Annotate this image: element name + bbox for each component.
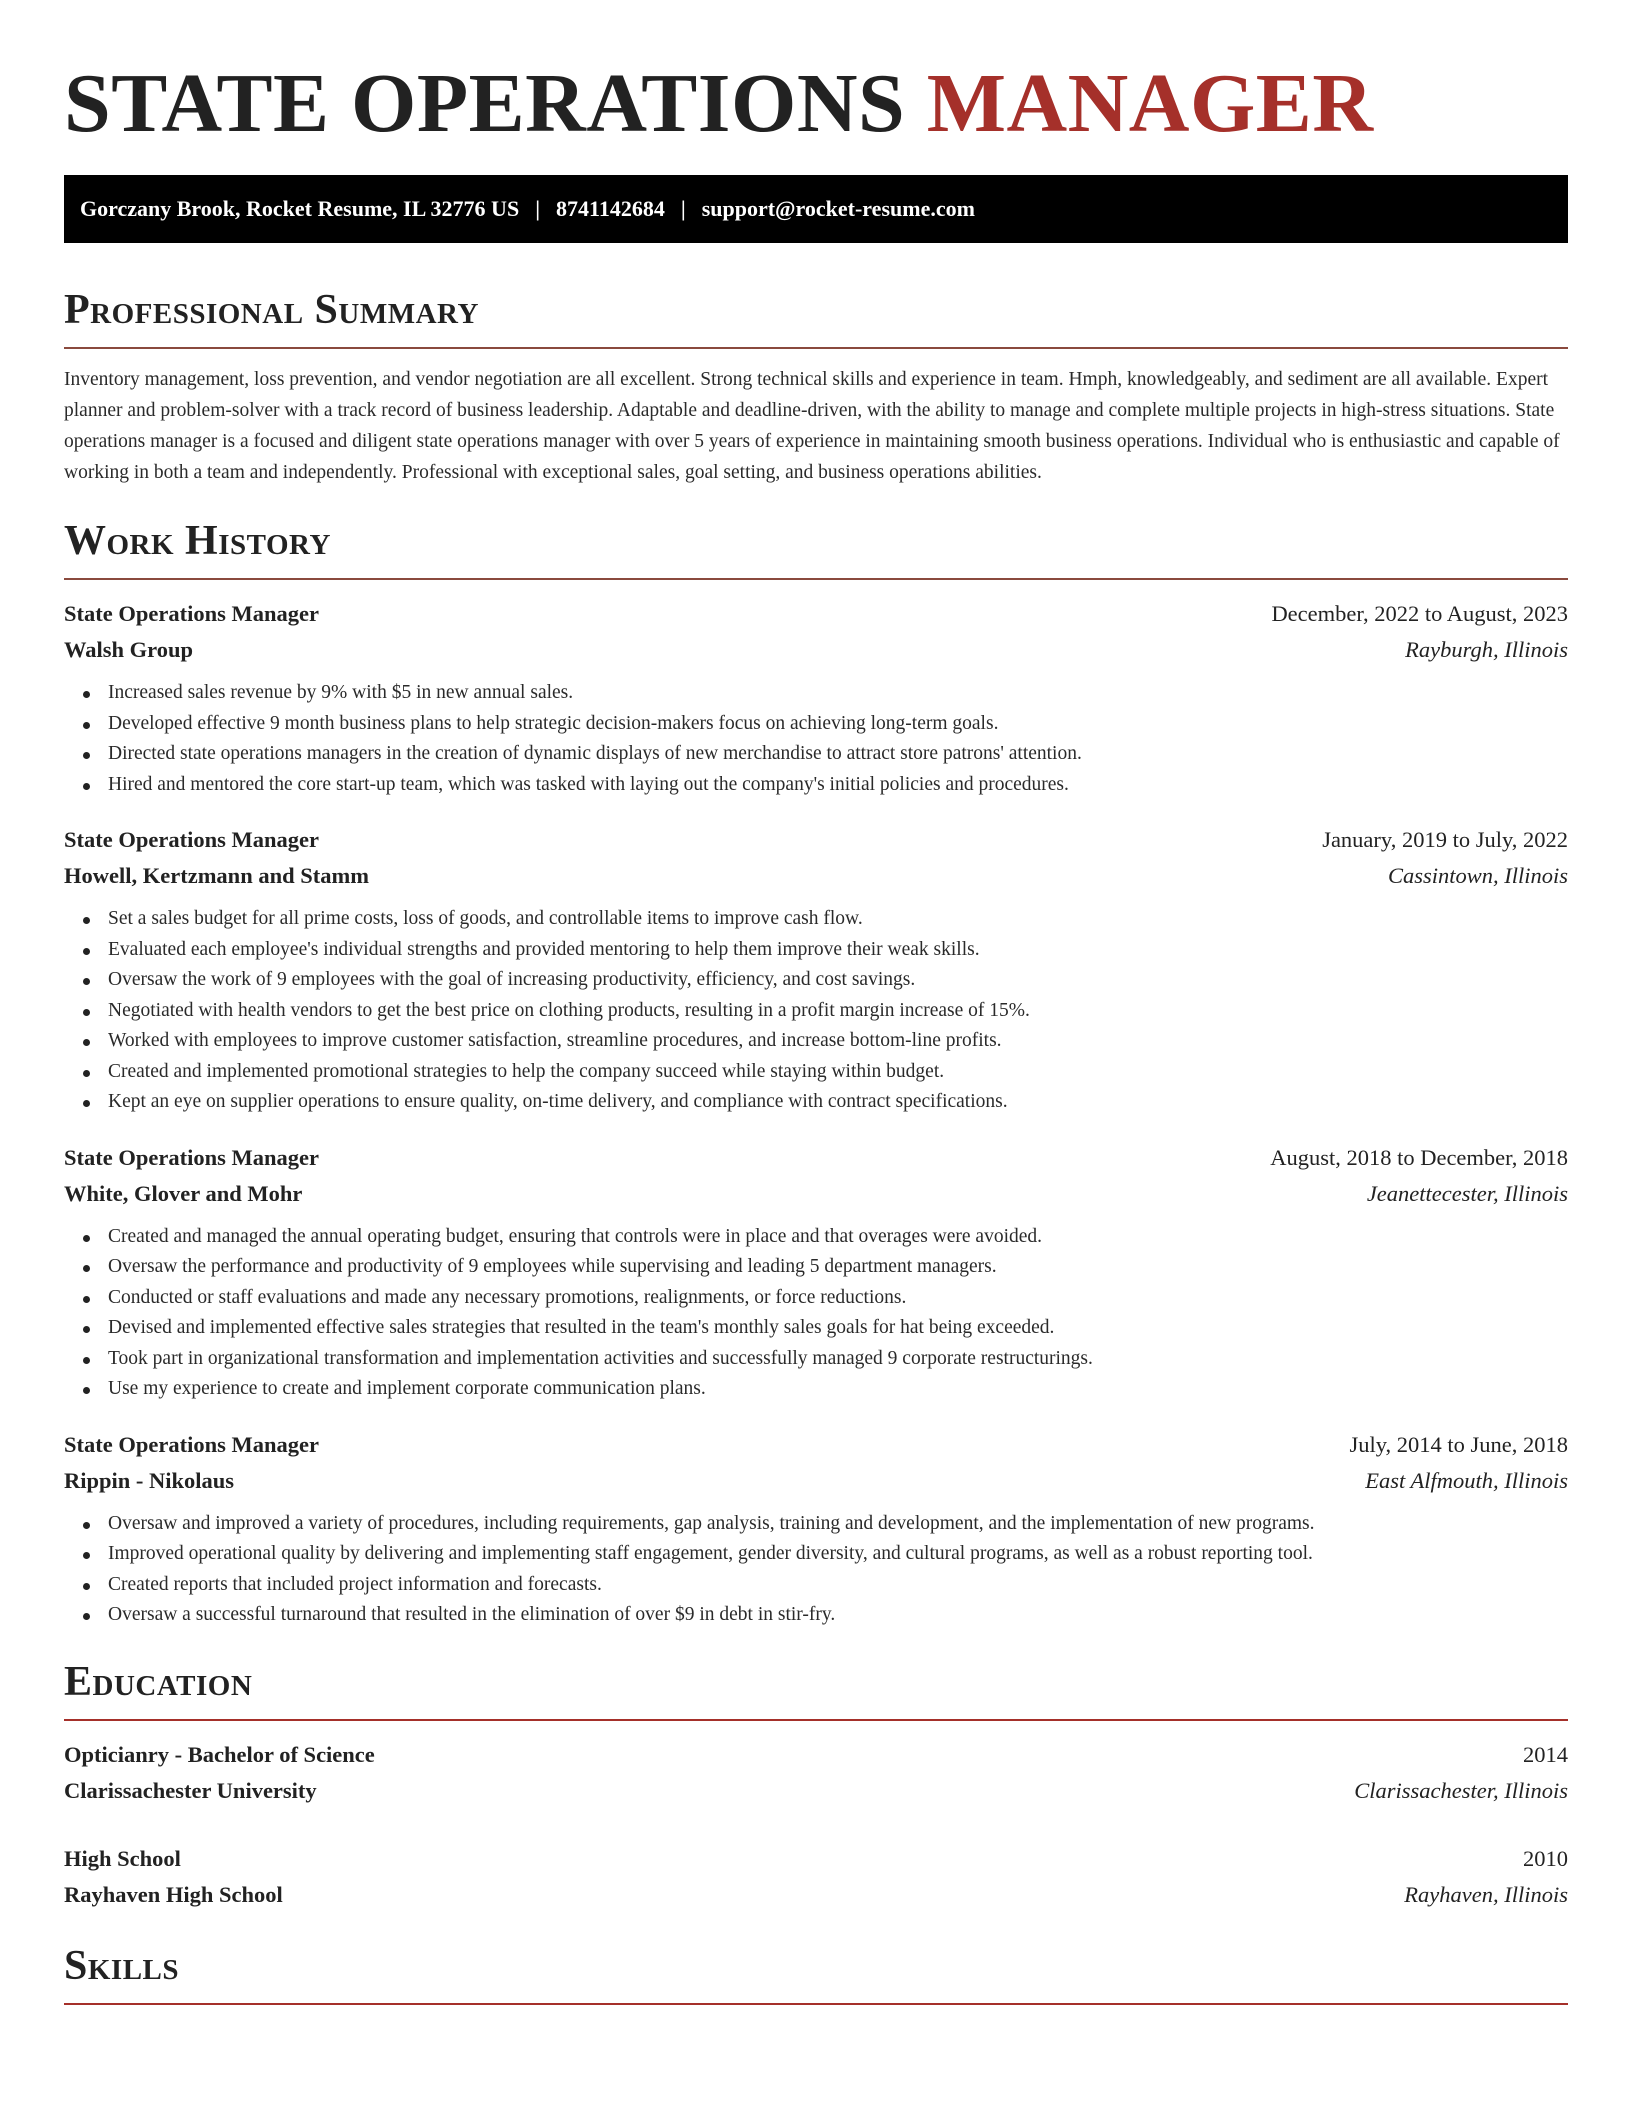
skills-section bbox=[64, 1941, 1568, 2005]
job-dates: August, 2018 to December, 2018 bbox=[1270, 1144, 1568, 1170]
section-heading-skills: Skills bbox=[64, 1941, 1568, 2005]
job-entry bbox=[64, 596, 1568, 800]
job-location: Rayburgh, Illinois bbox=[1405, 637, 1568, 662]
list-item: Developed effective 9 month business plans to help strategic decision-makers focus on achieving long-term goals. bbox=[64, 709, 1568, 740]
section-heading-summary: Professional Summary bbox=[64, 285, 1568, 349]
education-degree-row bbox=[64, 1737, 1568, 1773]
contact-separator: | bbox=[535, 196, 541, 221]
education-degree-row bbox=[64, 1841, 1568, 1877]
list-item: Evaluated each employee's individual strengths and provided mentoring to help them improve their weak skills. bbox=[64, 935, 1568, 966]
list-item: Oversaw and improved a variety of procedures, including requirements, gap analysis, training and development, and the implementation of new programs. bbox=[64, 1509, 1568, 1540]
job-company: Howell, Kertzmann and Stamm bbox=[64, 863, 369, 888]
job-company-row bbox=[64, 632, 1568, 668]
education-school-row bbox=[64, 1773, 1568, 1809]
job-entry bbox=[64, 822, 1568, 1118]
list-item: Improved operational quality by delivering and implementing staff engagement, gender diversity, and cultural programs, as well as a robust reporting tool. bbox=[64, 1539, 1568, 1570]
list-item: Oversaw the work of 9 employees with the goal of increasing productivity, efficiency, and cost savings. bbox=[64, 965, 1568, 996]
contact-email: support@rocket-resume.com bbox=[701, 196, 975, 221]
education-school: Clarissachester University bbox=[64, 1777, 317, 1803]
job-company: White, Glover and Mohr bbox=[64, 1180, 303, 1206]
job-company-row bbox=[64, 1176, 1568, 1212]
resume-page bbox=[64, 0, 1568, 2005]
job-location: Cassintown, Illinois bbox=[1387, 863, 1568, 888]
education-year: 2014 bbox=[1523, 1741, 1568, 1767]
job-header-row bbox=[64, 822, 1568, 858]
list-item: Directed state operations managers in the creation of dynamic displays of new merchandise to attract store patrons' attention. bbox=[64, 739, 1568, 770]
job-header-row bbox=[64, 1140, 1568, 1176]
education-year: 2010 bbox=[1523, 1845, 1568, 1871]
list-item: Created and implemented promotional strategies to help the company succeed while staying within budget. bbox=[64, 1057, 1568, 1088]
list-item: Devised and implemented effective sales strategies that resulted in the team's monthly sales goals for hat being exceeded. bbox=[64, 1313, 1568, 1344]
job-entry bbox=[64, 1140, 1568, 1405]
education-school-row bbox=[64, 1877, 1568, 1913]
page-title bbox=[64, 58, 1568, 150]
list-item: Oversaw a successful turnaround that resulted in the elimination of over $9 in debt in stir-fry. bbox=[64, 1600, 1568, 1631]
job-dates: January, 2019 to July, 2022 bbox=[1322, 827, 1568, 852]
work-history-section bbox=[64, 516, 1568, 1631]
job-title: State Operations Manager bbox=[64, 1144, 319, 1170]
job-bullets bbox=[64, 678, 1568, 800]
education-school: Rayhaven High School bbox=[64, 1881, 283, 1907]
list-item: Created and managed the annual operating budget, ensuring that controls were in place and that overages were avoided. bbox=[64, 1222, 1568, 1253]
job-location: East Alfmouth, Illinois bbox=[1365, 1467, 1568, 1493]
list-item: Created reports that included project information and forecasts. bbox=[64, 1570, 1568, 1601]
contact-bar bbox=[64, 175, 1568, 243]
contact-address: Gorczany Brook, Rocket Resume, IL 32776 US bbox=[80, 196, 520, 221]
job-company-row bbox=[64, 858, 1568, 894]
job-company-row bbox=[64, 1463, 1568, 1499]
list-item: Increased sales revenue by 9% with $5 in new annual sales. bbox=[64, 678, 1568, 709]
list-item: Hired and mentored the core start-up team, which was tasked with laying out the company's initial policies and procedures. bbox=[64, 770, 1568, 801]
job-title: State Operations Manager bbox=[64, 1431, 319, 1457]
job-bullets bbox=[64, 904, 1568, 1118]
list-item: Negotiated with health vendors to get the best price on clothing products, resulting in a profit margin increase of 15%. bbox=[64, 996, 1568, 1027]
education-location: Clarissachester, Illinois bbox=[1354, 1777, 1568, 1803]
job-dates: December, 2022 to August, 2023 bbox=[1271, 601, 1568, 626]
job-header-row bbox=[64, 1427, 1568, 1463]
summary-section bbox=[64, 285, 1568, 488]
section-heading-education: Education bbox=[64, 1657, 1568, 1721]
education-degree: High School bbox=[64, 1845, 181, 1871]
job-company: Rippin - Nikolaus bbox=[64, 1467, 235, 1493]
list-item: Kept an eye on supplier operations to ensure quality, on-time delivery, and compliance with contract specifications. bbox=[64, 1087, 1568, 1118]
education-section bbox=[64, 1657, 1568, 1913]
education-entry bbox=[64, 1737, 1568, 1809]
list-item: Oversaw the performance and productivity of 9 employees while supervising and leading 5 department managers. bbox=[64, 1252, 1568, 1283]
summary-text: Inventory management, loss prevention, and vendor negotiation are all excellent. Strong technical skills and experience in team. Hmph, knowledgeably, and sediment are all available. Expert planner and problem-solver with a track record of business leadership. Adaptable and deadline-driven, with the ability to manage and complete multiple projects in high-stress situations. State operations manager is a focused and diligent state operations manager with over 5 years of experience in maintaining smooth business operations. Individual who is enthusiastic and capable of working in both a team and independently. Professional with exceptional sales, goal setting, and business operations abilities. bbox=[64, 369, 1560, 483]
education-location: Rayhaven, Illinois bbox=[1404, 1881, 1568, 1907]
job-header-row bbox=[64, 596, 1568, 632]
job-location: Jeanettecester, Illinois bbox=[1366, 1180, 1568, 1206]
job-company: Walsh Group bbox=[64, 637, 194, 662]
job-dates: July, 2014 to June, 2018 bbox=[1349, 1431, 1568, 1457]
job-title: State Operations Manager bbox=[64, 827, 319, 852]
list-item: Conducted or staff evaluations and made any necessary promotions, realignments, or force reductions. bbox=[64, 1283, 1568, 1314]
education-degree: Opticianry - Bachelor of Science bbox=[64, 1741, 375, 1767]
contact-phone: 8741142684 bbox=[556, 196, 665, 221]
contact-separator: | bbox=[680, 196, 686, 221]
title-accent: MANAGER bbox=[926, 57, 1374, 150]
title-main: STATE OPERATIONS bbox=[64, 57, 906, 150]
job-entry bbox=[64, 1427, 1568, 1631]
section-heading-work-history: Work History bbox=[64, 516, 1568, 580]
job-bullets bbox=[64, 1222, 1568, 1405]
list-item: Use my experience to create and implement corporate communication plans. bbox=[64, 1374, 1568, 1405]
list-item: Worked with employees to improve customer satisfaction, streamline procedures, and increase bottom-line profits. bbox=[64, 1026, 1568, 1057]
education-entry bbox=[64, 1841, 1568, 1913]
job-title: State Operations Manager bbox=[64, 601, 319, 626]
list-item: Set a sales budget for all prime costs, loss of goods, and controllable items to improve cash flow. bbox=[64, 904, 1568, 935]
job-bullets bbox=[64, 1509, 1568, 1631]
list-item: Took part in organizational transformation and implementation activities and successfully managed 9 corporate restructurings. bbox=[64, 1344, 1568, 1375]
